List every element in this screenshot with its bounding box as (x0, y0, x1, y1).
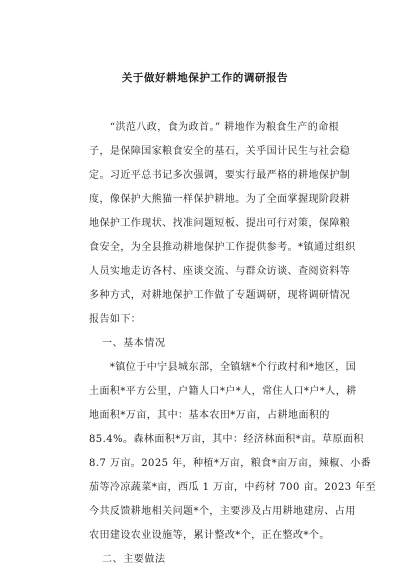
section-2-heading: 二、主要做法 (102, 554, 166, 565)
intro-line-1: “洪范八政，食为政首。” 耕地作为粮食生产的命根 (89, 122, 340, 133)
intro-line-3: 定。习近平总书记多次强调，要实行最严格的耕地保护制 (89, 170, 351, 181)
section-1-line-7: 今共反馈耕地相关问题*个，主要涉及占用耕地建房、占用 (89, 506, 356, 517)
section-1-line-6: 茄等冷凉蔬菜*亩，西瓜 1 万亩，中药材 700 亩。2023 年至 (89, 482, 377, 493)
section-1-heading: 一、基本情况 (102, 338, 166, 349)
intro-line-9: 报告如下： (89, 314, 142, 325)
intro-line-5: 地保护工作现状、找准问题短板、提出可行对策，保障粮 (89, 218, 351, 229)
section-1-paragraph (89, 356, 377, 548)
section-1-line-4: 85.4%。森林面积*万亩，其中：经济林面积*亩。草原面积 (89, 434, 364, 445)
section-1-line-5: 8.7 万亩。2025 年，种植*万亩，粮食*亩万亩，辣椒、小番 (89, 458, 372, 469)
intro-line-2: 子，是保障国家粮食安全的基石，关乎国计民生与社会稳 (89, 146, 351, 157)
section-1-line-2: 土面积*平方公里，户籍人口*户*人，常住人口*户*人，耕 (89, 386, 357, 397)
section-1-line-3: 地面积*万亩，其中：基本农田*万亩，占耕地面积的 (89, 410, 330, 421)
section-1-line-1: *镇位于中宁县城东部，全镇辖*个行政村和*地区，国 (89, 362, 357, 373)
intro-line-6: 食安全，为全县推动耕地保护工作提供参考。*镇通过组织 (89, 242, 356, 253)
intro-line-8: 多种方式，对耕地保护工作做了专题调研，现将调研情况 (89, 290, 351, 301)
intro-line-4: 度，像保护大熊猫一样保护耕地。为了全面掌握现阶段耕 (89, 194, 351, 205)
intro-line-7: 人员实地走访各村、座谈交流、与群众访谈、查阅资料等 (89, 266, 351, 277)
intro-paragraph (89, 116, 356, 332)
document-title: 关于做好耕地保护工作的调研报告 (121, 72, 289, 84)
section-1-line-8: 农田建设农业设施等，累计整改*个，正在整改*个。 (89, 530, 330, 541)
